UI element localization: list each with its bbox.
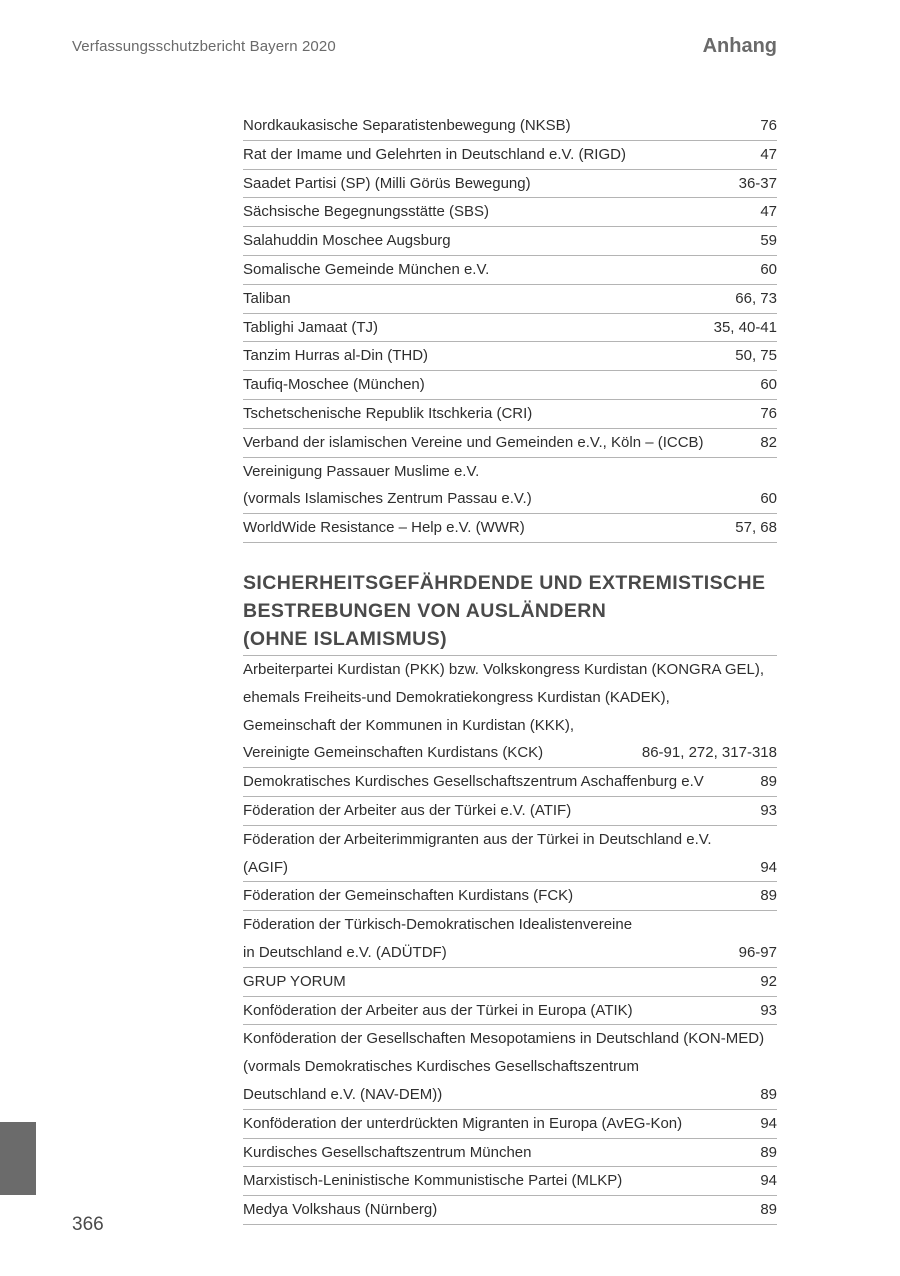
index-entry (243, 656, 777, 768)
index-entry-pages: 86-91, 272, 317-318 (641, 744, 777, 762)
index-entry-pages: 89 (760, 1085, 777, 1103)
index-entry-pages: 76 (760, 117, 777, 134)
index-entry-line (243, 656, 777, 684)
index-entry (243, 768, 777, 797)
index-entry (243, 371, 777, 400)
index-entry-pages: 89 (760, 1201, 777, 1219)
index-entry (243, 826, 777, 883)
index-entry (243, 1196, 777, 1225)
index-entry-pages: 89 (760, 1143, 777, 1161)
index-entry-line (243, 797, 777, 825)
index-entry-label: Vereinigte Gemeinschaften Kurdistans (KCK) (243, 744, 544, 762)
index-entry-label: Verband der islamischen Vereine und Gemeinden e.V., Köln – (ICCB) (243, 433, 704, 451)
index-entry-label: (vormals Islamisches Zentrum Passau e.V.) (243, 490, 532, 508)
index-entry-label: Sächsische Begegnungsstätte (SBS) (243, 203, 489, 221)
index-entry-line (243, 968, 777, 996)
index-entry-line (243, 112, 777, 140)
index-entry-line (243, 342, 777, 370)
running-header-publication: Verfassungsschutzbericht Bayern 2020 (72, 38, 336, 55)
index-entry-pages: 94 (760, 1172, 777, 1190)
index-entry-line (243, 1139, 777, 1167)
index-entry-label: Medya Volkshaus (Nürnberg) (243, 1201, 438, 1219)
index-entry-pages: 35, 40-41 (713, 318, 777, 336)
index-entry-line (243, 458, 777, 486)
index-entry-line (243, 371, 777, 399)
index-entry-line (243, 739, 777, 767)
index-entry-pages: 60 (760, 490, 777, 508)
index-entry-pages: 89 (760, 773, 777, 791)
index-entries-section (243, 656, 777, 1225)
index-entry (243, 314, 777, 343)
page-number: 366 (72, 1214, 104, 1235)
index-entry-line (243, 997, 777, 1025)
index-entry-label: Föderation der Gemeinschaften Kurdistans (FCK) (243, 887, 574, 905)
index-entry (243, 514, 777, 543)
index-entry-pages: 57, 68 (735, 519, 777, 537)
index-entry-line (243, 514, 777, 542)
index-entry-label: WorldWide Resistance – Help e.V. (WWR) (243, 519, 525, 537)
section-heading (243, 569, 777, 656)
index-entry-label: Taufiq-Moschee (München) (243, 376, 425, 394)
index-entry-label: Demokratisches Kurdisches Gesellschaftszentrum Aschaffenburg e.V (243, 773, 704, 791)
index-entry-line (243, 768, 777, 796)
index-entry-pages: 93 (760, 801, 777, 819)
index-entry (243, 797, 777, 826)
index-entry-pages: 60 (760, 376, 777, 394)
index-entry-label: Marxistisch-Leninistische Kommunistische Partei (MLKP) (243, 1172, 623, 1190)
index-entry-line (243, 911, 777, 939)
index-entry-line (243, 1025, 777, 1053)
index-entry-line (243, 256, 777, 284)
index-entry-line (243, 170, 777, 198)
index-entry-label: Konföderation der Arbeiter aus der Türkei in Europa (ATIK) (243, 1001, 633, 1019)
index-entry-label: Tanzim Hurras al-Din (THD) (243, 347, 429, 365)
index-entry-line (243, 198, 777, 226)
index-entry-pages: 82 (760, 433, 777, 451)
index-entry (243, 112, 777, 141)
index-entry-pages: 93 (760, 1001, 777, 1019)
index-entry (243, 882, 777, 911)
index-entry-label: Kurdisches Gesellschaftszentrum München (243, 1143, 532, 1161)
index-entry (243, 285, 777, 314)
index-entry (243, 997, 777, 1026)
index-entries-top (243, 112, 777, 543)
index-entry (243, 170, 777, 199)
index-entry-pages: 47 (760, 145, 777, 163)
index-entry-line (243, 227, 777, 255)
index-entry-pages: 76 (760, 404, 777, 422)
index-entry-label: ehemals Freiheits-und Demokratiekongress Kurdistan (KADEK), (243, 688, 670, 706)
index-entry-line (243, 485, 777, 513)
index-entry (243, 256, 777, 285)
index-entry-label: Konföderation der unterdrückten Migranten in Europa (AvEG-Kon) (243, 1114, 683, 1132)
index-entry-line (243, 1196, 777, 1224)
index-entry-label: Rat der Imame und Gelehrten in Deutschland e.V. (RIGD) (243, 145, 626, 163)
index-entry-label: (AGIF) (243, 858, 288, 876)
index-list (243, 112, 777, 1225)
index-entry-pages: 66, 73 (735, 289, 777, 307)
index-entry-line (243, 1167, 777, 1195)
index-entry-line (243, 826, 777, 854)
index-entry (243, 141, 777, 170)
index-entry-line (243, 314, 777, 342)
index-entry-pages: 89 (760, 887, 777, 905)
index-entry-line (243, 684, 777, 712)
index-entry-pages: 36-37 (738, 174, 777, 192)
index-entry-label: Arbeiterpartei Kurdistan (PKK) bzw. Volkskongress Kurdistan (KONGRA GEL), (243, 660, 765, 678)
index-entry (243, 1139, 777, 1168)
chapter-side-tab (0, 1122, 36, 1195)
index-entry-pages: 50, 75 (735, 347, 777, 365)
index-entry-label: Somalische Gemeinde München e.V. (243, 260, 490, 278)
index-entry-line (243, 429, 777, 457)
index-entry (243, 400, 777, 429)
index-entry-label: Tablighi Jamaat (TJ) (243, 318, 379, 336)
index-entry (243, 968, 777, 997)
index-entry-label: Salahuddin Moschee Augsburg (243, 232, 451, 250)
index-entry-pages: 94 (760, 858, 777, 876)
index-entry-pages: 92 (760, 972, 777, 990)
index-entry (243, 342, 777, 371)
index-entry-line (243, 1110, 777, 1138)
index-entry (243, 429, 777, 458)
index-entry (243, 1025, 777, 1109)
index-entry (243, 198, 777, 227)
section-heading-line: (OHNE ISLAMISMUS) (243, 627, 447, 650)
section-heading-line: BESTREBUNGEN VON AUSLÄNDERN (243, 599, 607, 622)
section-heading-line: SICHERHEITSGEFÄHRDENDE UND EXTREMISTISCHE (243, 571, 766, 594)
index-entry-pages: 96-97 (738, 943, 777, 961)
index-entry-pages: 47 (760, 203, 777, 221)
index-entry-label: Deutschland e.V. (NAV-DEM)) (243, 1085, 443, 1103)
index-entry-line (243, 854, 777, 882)
index-entry-line (243, 285, 777, 313)
index-entry (243, 227, 777, 256)
index-entry-line (243, 400, 777, 428)
index-entry-label: Tschetschenische Republik Itschkeria (CRI) (243, 404, 533, 422)
index-entry (243, 1110, 777, 1139)
index-entry-label: GRUP YORUM (243, 972, 346, 990)
index-entry-label: Nordkaukasische Separatistenbewegung (NKSB) (243, 117, 571, 134)
index-entry-pages: 94 (760, 1114, 777, 1132)
index-entry-label: in Deutschland e.V. (ADÜTDF) (243, 943, 447, 961)
index-entry (243, 911, 777, 968)
index-entry-label: Föderation der Arbeiterimmigranten aus der Türkei in Deutschland e.V. (243, 830, 712, 848)
index-entry (243, 1167, 777, 1196)
index-entry-label: Saadet Partisi (SP) (Milli Görüs Bewegung) (243, 174, 531, 192)
index-entry-label: Föderation der Arbeiter aus der Türkei e.V. (ATIF) (243, 801, 572, 819)
index-entry-label: Konföderation der Gesellschaften Mesopotamiens in Deutschland (KON-MED) (243, 1030, 765, 1048)
index-entry-label: Vereinigung Passauer Muslime e.V. (243, 462, 480, 480)
index-entry-line (243, 141, 777, 169)
index-entry-line (243, 882, 777, 910)
index-entry-label: (vormals Demokratisches Kurdisches Gesellschaftszentrum (243, 1058, 639, 1076)
index-entry-label: Taliban (243, 289, 291, 307)
index-entry-label: Föderation der Türkisch-Demokratischen Idealistenvereine (243, 916, 633, 934)
index-entry-line (243, 712, 777, 740)
index-entry-line (243, 1081, 777, 1109)
index-entry-pages: 59 (760, 232, 777, 250)
index-entry-label: Gemeinschaft der Kommunen in Kurdistan (KKK), (243, 716, 574, 734)
index-entry-pages: 60 (760, 260, 777, 278)
index-entry (243, 458, 777, 515)
index-entry-line (243, 939, 777, 967)
running-header-section: Anhang (702, 35, 777, 57)
index-entry-line (243, 1053, 777, 1081)
